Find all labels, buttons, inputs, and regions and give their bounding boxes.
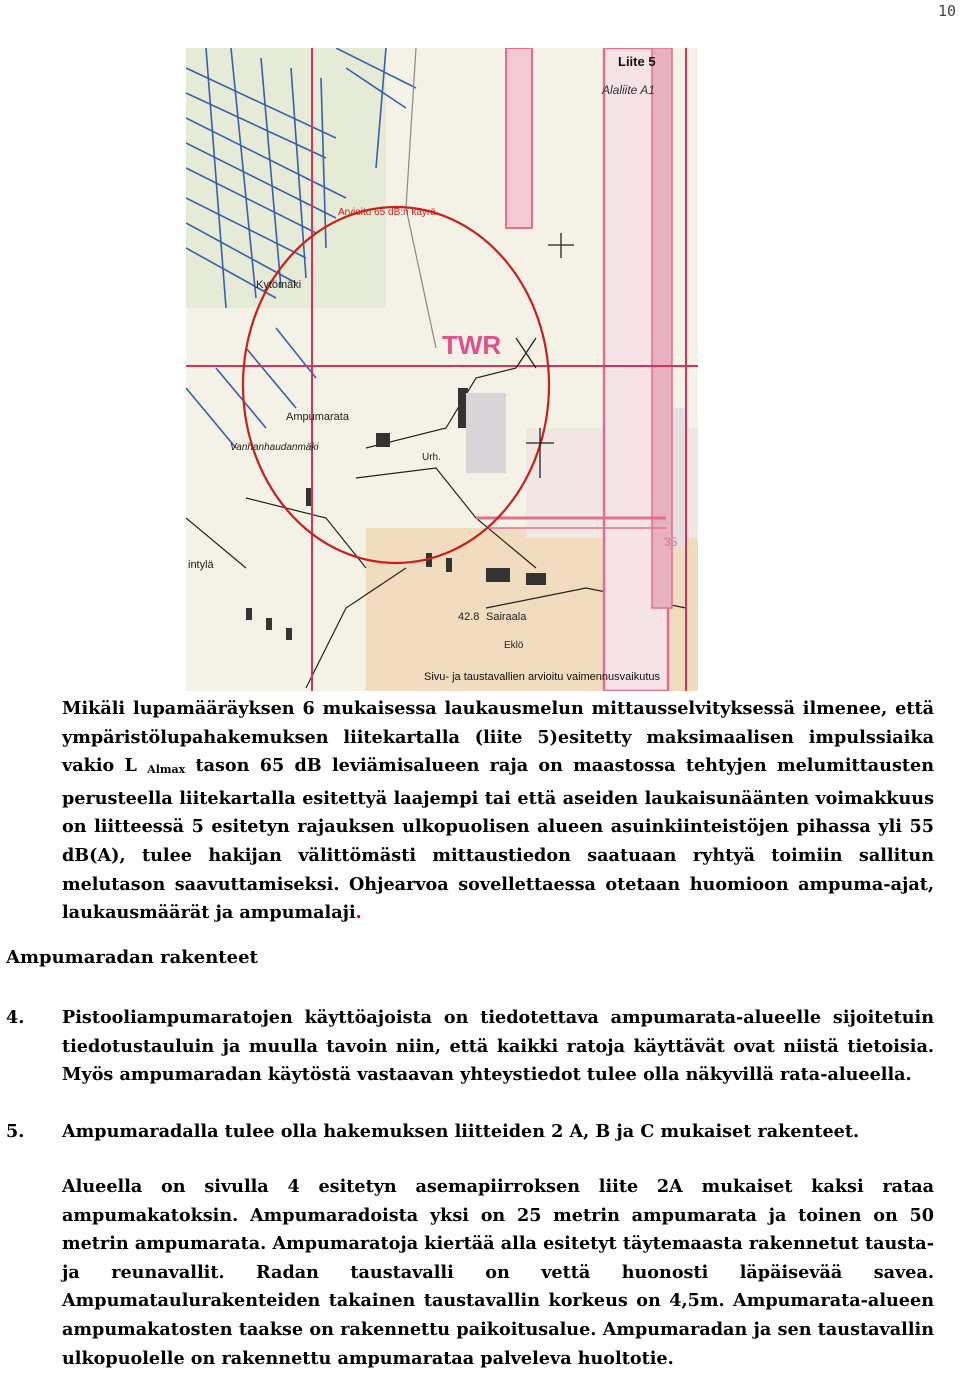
page-number: 10 — [937, 2, 956, 20]
map-curve-label: Arvioitu 65 dB:n käyrä — [338, 207, 436, 218]
map-label-elevation: 42.8 — [458, 611, 480, 623]
map-runway-number: 35 — [664, 535, 678, 549]
item4-paragraph — [62, 1004, 934, 1090]
map-label-eklo: Eklö — [504, 640, 524, 651]
paragraph1-subscript: Almax — [147, 763, 186, 777]
item5-number: 5. — [6, 1121, 25, 1142]
paragraph-noise-measurement — [62, 695, 934, 928]
paragraph1-part1: Mikäli lupamääräyksen 6 mukaisessa laukausmelun mittausselvityksessä ilmenee, että ympäristölupahakemuksen liitekartalla (liite 5)esitetty maksimaalisen impulssiaika vakio L — [62, 698, 934, 777]
map-label-urh: Urh. — [422, 452, 441, 463]
item5-paragraph — [62, 1118, 934, 1147]
map-label-sairaala: Sairaala — [486, 611, 527, 623]
map-tower-label: TWR — [442, 330, 502, 360]
map-caption: Sivu- ja taustavallien arvioitu vaimennusvaikutus — [424, 671, 661, 683]
map-attachment — [186, 48, 698, 691]
map-label-intyla: intylä — [188, 559, 214, 571]
map-image — [186, 48, 698, 691]
map-place-vanhanhaudanmaki: Vanhanhaudanmäki — [230, 442, 319, 453]
paragraph-last-text: Alueella on sivulla 4 esitetyn asemapiirroksen liite 2A mukaiset kaksi rataa ampumakatoksin. Ampumaradoista yksi on 25 metrin ampumarata ja toinen on 50 metrin ampumarata. Ampumaratoja kiertää alla esitetyt täytemaasta rakennetut tausta- ja reunavallit. Radan taustavalli on vettä huonosti läpäisevää savea. Ampumataulurakenteiden takainen taustavallin korkeus on 4,5m. Ampumarata-alueen ampumakatosten taakse on rakennettu paikoitusalue. Ampumaradan ja sen taustavallin ulkopuolelle on rakennettu ampumarataa palveleva huoltotie. — [62, 1176, 934, 1369]
item4-text: Pistooliampumaratojen käyttöajoista on tiedotettava ampumarata-alueelle sijoitetuin tiedotustauluin ja muulla tavoin niin, että kaikki ratoja käyttävät ovat niistä tietoisia. Myös ampumaradan käytöstä vastaavan yhteystiedot tulee olla näkyvillä rata-alueella. — [62, 1007, 934, 1086]
item4-number: 4. — [6, 1007, 25, 1028]
paragraph1-part2: tason 65 dB leviämisalueen raja on maastossa tehtyjen melumittausten perusteella liitekartalla esitettyä laajempi tai että aseiden laukaisunäänten voimakkuus on liitteessä 5 esitetyn rajauksen ulkopuolisen alueen asuinkiinteistöjen pihassa yli 55 dB(A), tulee hakijan välittömästi mittaustiedon saatuaan ryhtyä toimiin sallitun melutason saavuttamiseksi. Ohjearvoa sovellettaessa otetaan huomioon ampuma-ajat, laukausmäärät ja ampumalaji — [62, 755, 934, 924]
paragraph1-red-period: . — [355, 902, 362, 924]
item5-text: Ampumaradalla tulee olla hakemuksen liitteiden 2 A, B ja C mukaiset rakenteet. — [62, 1121, 860, 1142]
paragraph-structures — [62, 1173, 934, 1373]
map-place-ampumarata: Ampumarata — [286, 411, 349, 423]
map-attachment-subtitle: Alaliite A1 — [602, 83, 655, 97]
map-place-kytomaki: Kytömäki — [256, 279, 302, 291]
section-heading: Ampumaradan rakenteet — [6, 947, 258, 968]
map-attachment-title: Liite 5 — [618, 54, 656, 69]
